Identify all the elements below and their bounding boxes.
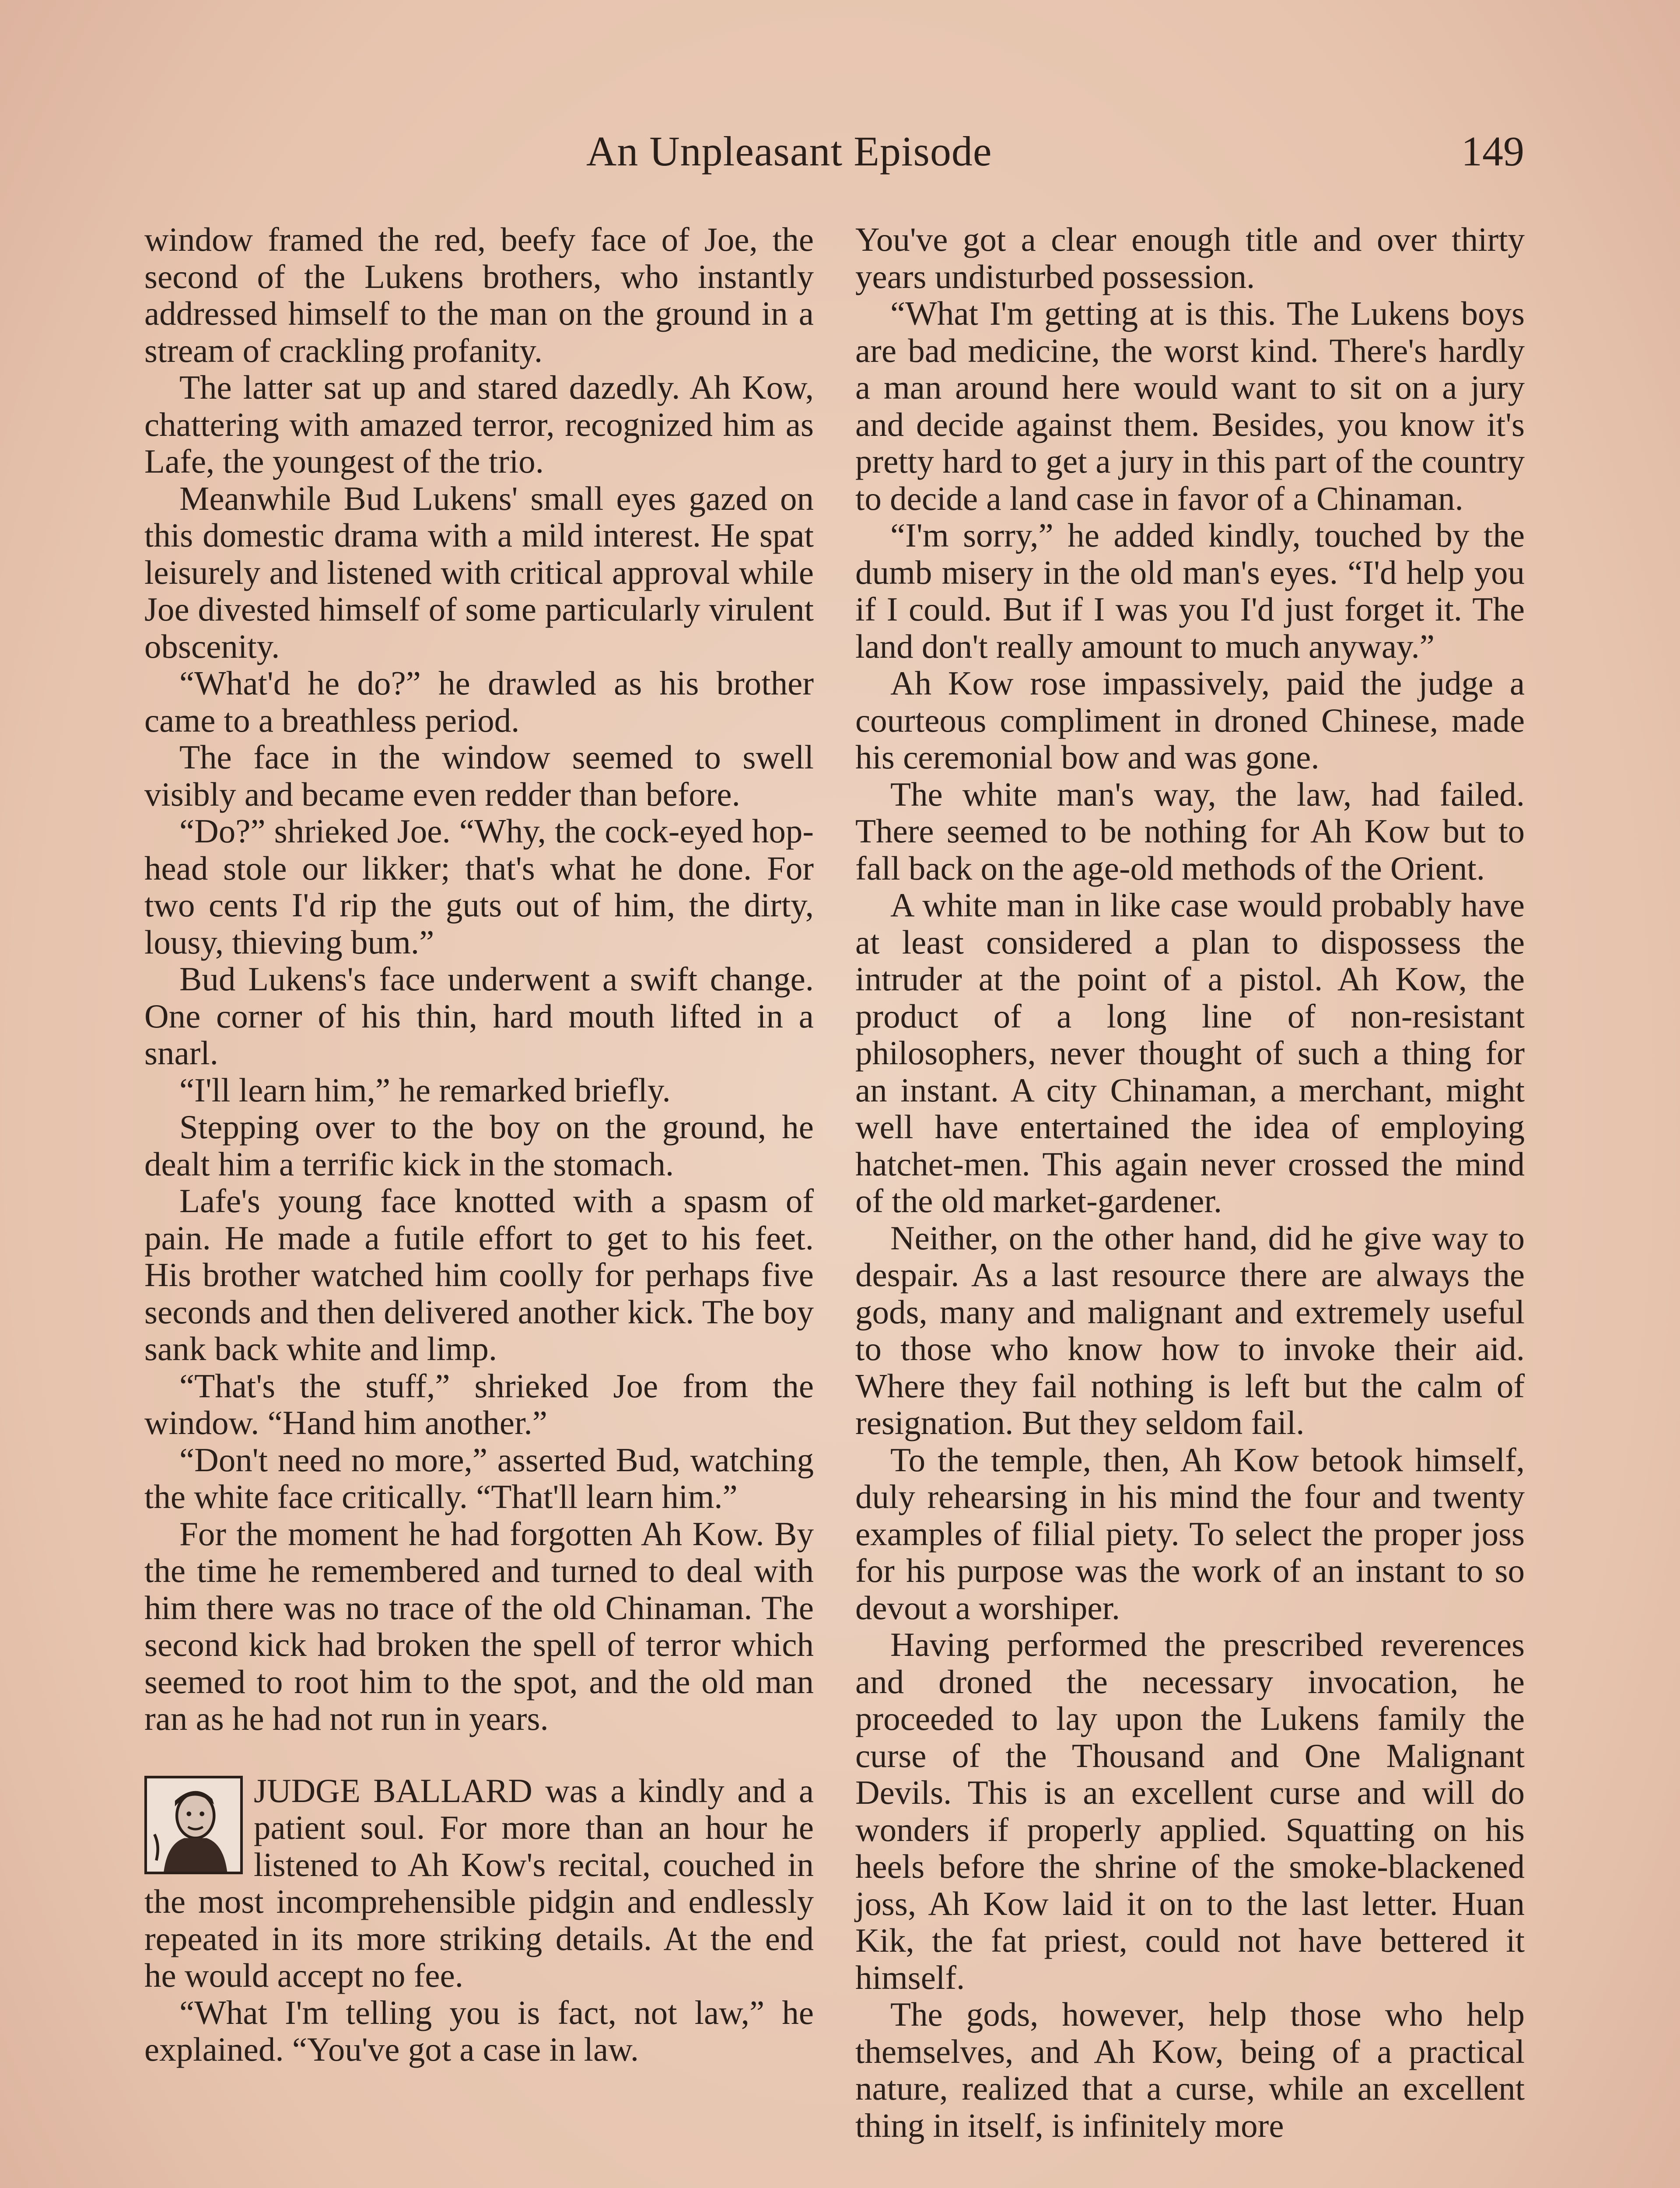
paragraph: The latter sat up and stared dazedly. Ah Kow, chattering with amazed terror, recognized him as Lafe, the youngest of the trio.	[144, 368, 814, 480]
paragraph: “I'll learn him,” he remarked briefly.	[179, 1071, 671, 1109]
paragraph: “I'm sorry,” he added kindly, touched by the dumb misery in the old man's eyes. “I'd help you if I could. But if I was you I'd just forget it. The land don't really amount to much anyway.”	[855, 516, 1525, 665]
paragraph: window framed the red, beefy face of Joe, the second of the Lukens brothers, who instantly addressed himself to the man on the ground in a stream of crackling profanity.	[144, 221, 814, 369]
paragraph: To the temple, then, Ah Kow betook himself, duly rehearsing in his mind the four and twenty examples of filial piety. To select the proper joss for his purpose was the work of an instant to so devout a worshiper.	[855, 1441, 1525, 1627]
paragraph: “What I'm getting at is this. The Lukens boys are bad medicine, the worst kind. There's hardly a man around here would want to sit on a jury and decide against them. Besides, you know it's pretty hard to get a jury in this part of the country to decide a land case in favor of a Chinaman.	[855, 295, 1525, 517]
paragraph: “What I'm telling you is fact, not law,” he explained. “You've got a case in law.	[144, 1993, 814, 2068]
right-column	[855, 221, 1525, 2144]
section-start	[144, 1772, 814, 1994]
paragraph: Stepping over to the boy on the ground, he dealt him a terrific kick in the stomach.	[144, 1108, 814, 1183]
running-head: An Unpleasant Episode	[586, 128, 992, 175]
paragraph: “Do?” shrieked Joe. “Why, the cock-eyed hop-head stole our likker; that's what he done. For two cents I'd rip the guts out of him, the dirty, lousy, thieving bum.”	[144, 812, 814, 961]
paragraph: Meanwhile Bud Lukens' small eyes gazed on this domestic drama with a mild interest. He spat leisurely and listened with critical approval while Joe divested himself of some particularly virulent obscenity.	[144, 479, 814, 665]
paragraph: The white man's way, the law, had failed. There seemed to be nothing for Ah Kow but to fall back on the age-old methods of the Orient.	[855, 775, 1525, 887]
paragraph: Neither, on the other hand, did he give way to despair. As a last resource there are always the gods, many and malignant and extremely useful to those who know how to invoke their aid. Where they fail nothing is left but the calm of resignation. But they seldom fail.	[855, 1219, 1525, 1441]
paragraph: The face in the window seemed to swell visibly and became even redder than before.	[144, 738, 814, 813]
paragraph: “What'd he do?” he drawled as his brother came to a breathless period.	[144, 664, 814, 739]
paragraph: For the moment he had forgotten Ah Kow. By the time he remembered and turned to deal with him there was no trace of the old Chinaman. The second kick had broken the spell of terror which seemed to root him to the spot, and the old man ran as he had not run in years.	[144, 1515, 814, 1737]
paragraph: Ah Kow rose impassively, paid the judge a courteous compliment in droned Chinese, made his ceremonial bow and was gone.	[855, 664, 1525, 776]
paragraph-judge-ballard: JUDGE BALLARD was a kindly and a patient soul. For more than an hour he listened to Ah Kow's recital, couched in the most incomprehensible pidgin and endlessly repeated in its more striking details. At the end he would accept no fee.	[144, 1771, 814, 1994]
paragraph: Having performed the prescribed reverences and droned the necessary invocation, he proceeded to lay upon the Lukens family the curse of the Thousand and One Malignant Devils. This is an excellent curse and will do wonders if properly applied. Squatting on his heels before the shrine of the smoke-blackened joss, Ah Kow laid it on to the last letter. Huan Kik, the fat priest, could not have bettered it himself.	[855, 1626, 1525, 1996]
paragraph: “Don't need no more,” asserted Bud, watching the white face critically. “That'll learn him.”	[144, 1441, 814, 1515]
paragraph: “That's the stuff,” shrieked Joe from the window. “Hand him another.”	[144, 1367, 814, 1441]
paragraph: You've got a clear enough title and over thirty years undisturbed possession.	[855, 221, 1525, 295]
portrait-icon	[147, 1778, 240, 1872]
paragraph: The gods, however, help those who help themselves, and Ah Kow, being of a practical nature, realized that a curse, while an excellent thing in itself, is infinitely more	[855, 1995, 1525, 2144]
paragraph: A white man in like case would probably have at least considered a plan to dispossess the intruder at the point of a pistol. Ah Kow, the product of a long line of non-resistant philosophers, never thought of such a thing for an instant. A city Chinaman, a merchant, might well have entertained the idea of employing hatchet-men. This again never crossed the mind of the old market-gardener.	[855, 886, 1525, 1220]
portrait-drop-image	[144, 1776, 243, 1874]
page-number: 149	[1461, 128, 1524, 175]
left-column	[144, 221, 814, 2068]
paragraph: Bud Lukens's face underwent a swift change. One corner of his thin, hard mouth lifted in a snarl.	[144, 960, 814, 1072]
paragraph: Lafe's young face knotted with a spasm of pain. He made a futile effort to get to his feet. His brother watched him coolly for perhaps five seconds and then delivered another kick. The boy sank back white and limp.	[144, 1182, 814, 1368]
